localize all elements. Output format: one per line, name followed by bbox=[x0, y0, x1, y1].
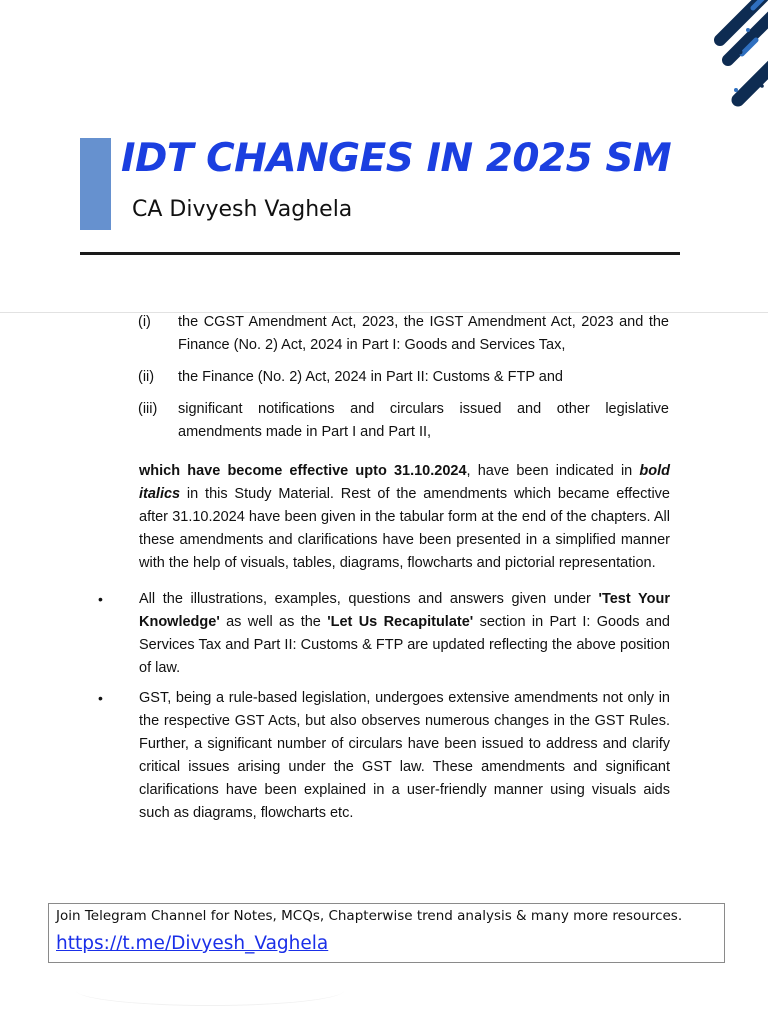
list-item bbox=[138, 311, 669, 357]
list-item-text: the CGST Amendment Act, 2023, the IGST Amendment Act, 2023 and the Finance (No. 2) Act, 2024 in Part I: Goods and Services Tax, bbox=[178, 314, 669, 353]
list-item-number: (i) bbox=[138, 314, 151, 330]
list-item-text: significant notifications and circulars issued and other legislative amendments made in Part I and Part II, bbox=[178, 401, 669, 440]
list-item bbox=[138, 398, 669, 444]
bold-phrase: 'Let Us Recapitulate' bbox=[327, 614, 474, 630]
list-item bbox=[138, 366, 669, 389]
bullet-text: All the illustrations, examples, questions and answers given under bbox=[139, 591, 599, 607]
telegram-promo-text: Join Telegram Channel for Notes, MCQs, Chapterwise trend analysis & many more resources. bbox=[56, 908, 683, 924]
document-body bbox=[0, 311, 768, 825]
bold-lead: which have become effective upto 31.10.2024 bbox=[139, 463, 467, 479]
author-name: CA Divyesh Vaghela bbox=[132, 197, 353, 222]
para-text-2: in this Study Material. Rest of the amendments which became effective after 31.10.2024 have been given in the tabular form at the end of the chapters. All these amendments and clarifications have been presented in a simplified manner with the help of visuals, tables, diagrams, flowcharts and pictorial representation. bbox=[139, 486, 670, 571]
bold-phrase: 'Test Your Knowledge' bbox=[139, 591, 670, 630]
telegram-channel-link[interactable]: https://t.me/Divyesh_Vaghela bbox=[56, 933, 329, 954]
decorative-arc bbox=[76, 975, 344, 1006]
bullet-text: as well as the bbox=[219, 614, 328, 630]
title-accent-bar bbox=[80, 138, 111, 230]
bullet-item bbox=[98, 687, 670, 825]
bullet-item bbox=[98, 588, 670, 680]
effective-date-paragraph bbox=[139, 460, 670, 575]
telegram-promo-box bbox=[48, 903, 725, 963]
header-divider bbox=[80, 252, 680, 255]
bullet-dot: • bbox=[98, 591, 103, 607]
bullet-text: section in Part I: Goods and Services Tax and Part II: Customs & FTP are updated reflecting the above position of law. bbox=[139, 614, 670, 676]
page-title: IDT CHANGES IN 2025 SM bbox=[121, 136, 672, 181]
bullet-text: GST, being a rule-based legislation, undergoes extensive amendments not only in the respective GST Acts, but also observes numerous changes in the GST Rules. Further, a significant number of circulars have been issued to address and clarify critical issues arising under the GST law. These amendments and significant clarifications have been explained in a user-friendly manner using visuals aids such as diagrams, flowcharts etc. bbox=[139, 690, 670, 821]
list-item-text: the Finance (No. 2) Act, 2024 in Part II: Customs & FTP and bbox=[178, 369, 563, 385]
para-text-1: , have been indicated in bbox=[466, 463, 640, 479]
bold-italic-phrase: bold italics bbox=[139, 463, 671, 502]
decorative-stripes-graphic bbox=[658, 0, 768, 115]
list-item-number: (iii) bbox=[138, 401, 158, 417]
bullet-dot: • bbox=[98, 690, 103, 706]
list-item-number: (ii) bbox=[138, 369, 155, 385]
